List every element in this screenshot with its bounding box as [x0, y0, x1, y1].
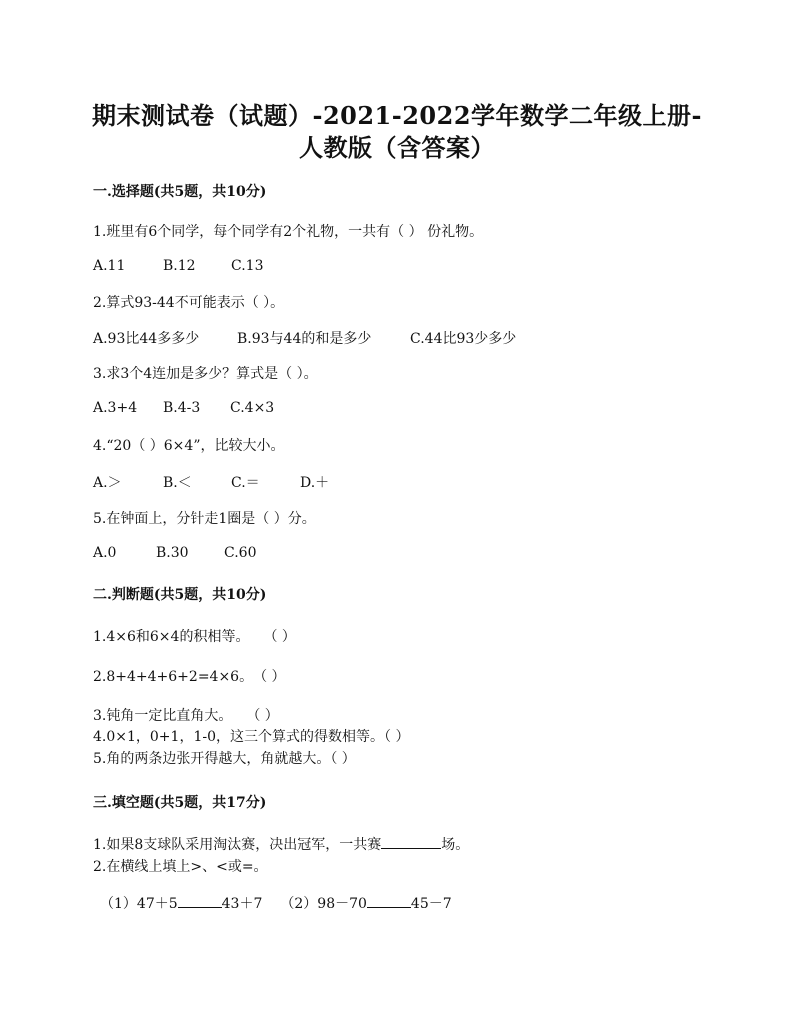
option-c: C.4×3	[230, 400, 275, 416]
choice-question-4: 4.“20（ ）6×4”，比较大小。	[93, 438, 285, 454]
fill-q1-text: 1.如果8支球队采用淘汰赛，决出冠军，一共赛	[93, 837, 382, 853]
fill-q2-item2-left: （2）98－70	[280, 896, 367, 912]
option-a: A.3+4	[93, 400, 138, 416]
option-a: A.0	[93, 545, 117, 561]
option-b: B.＜	[163, 475, 192, 491]
judge-question-4: 4.0×1，0+1，1-0，这三个算式的得数相等。（ ）	[93, 729, 410, 745]
option-a: A.＞	[93, 475, 122, 491]
section-heading-fill: 三.填空题(共5题，共17分)	[93, 795, 267, 811]
option-c: C.60	[224, 545, 257, 561]
section-heading-choice: 一.选择题(共5题，共10分)	[93, 184, 267, 200]
answer-blank[interactable]	[381, 834, 441, 849]
choice-question-2: 2.算式93-44不可能表示（ ）。	[93, 295, 285, 311]
fill-q2-item1-right: 43＋7	[221, 896, 263, 912]
fill-question-1	[93, 834, 469, 854]
page-title-line2: 人教版（含答案）	[299, 133, 495, 162]
choice-options-2	[93, 328, 516, 348]
choice-options-4	[93, 472, 329, 492]
option-b: B.4-3	[163, 400, 201, 416]
fill-q2-item2-right: 45－7	[410, 896, 452, 912]
judge-question-5: 5.角的两条边张开得越大，角就越大。（ ）	[93, 751, 356, 767]
option-a: A.11	[93, 258, 126, 274]
choice-question-3: 3.求3个4连加是多少？算式是（ ）。	[93, 366, 318, 382]
page-title-line1: 期末测试卷（试题）-2021-2022学年数学二年级上册-	[92, 101, 702, 130]
judge-question-2: 2.8+4+4+6+2=4×6。 （ ）	[93, 669, 286, 685]
option-b: B.30	[156, 545, 189, 561]
judge-question-1: 1.4×6和6×4的积相等。 （ ）	[93, 629, 296, 645]
choice-question-1: 1.班里有6个同学，每个同学有2个礼物，一共有（ ） 份礼物。	[93, 224, 484, 240]
option-b: B.12	[163, 258, 196, 274]
option-c: C.44比93少多少	[410, 331, 517, 347]
option-b: B.93与44的和是多少	[237, 331, 372, 347]
fill-question-2-items	[100, 893, 452, 913]
option-c: C.13	[231, 258, 264, 274]
fill-question-2: 2.在横线上填上>、<或=。	[93, 859, 268, 875]
answer-blank[interactable]	[178, 893, 222, 908]
fill-q1-suffix: 场。	[441, 837, 470, 853]
fill-q2-item1-left: （1）47＋5	[100, 896, 178, 912]
option-d: D.＋	[300, 475, 330, 491]
answer-blank[interactable]	[367, 893, 411, 908]
choice-options-3	[93, 400, 274, 416]
choice-options-5	[93, 545, 256, 561]
choice-options-1	[93, 258, 263, 274]
choice-question-5: 5.在钟面上，分针走1圈是（ ）分。	[93, 511, 316, 527]
option-c: C.＝	[231, 475, 260, 491]
judge-question-3: 3.钝角一定比直角大。 （ ）	[93, 708, 279, 724]
option-a: A.93比44多多少	[93, 331, 200, 347]
section-heading-judge: 二.判断题(共5题，共10分)	[93, 587, 267, 603]
